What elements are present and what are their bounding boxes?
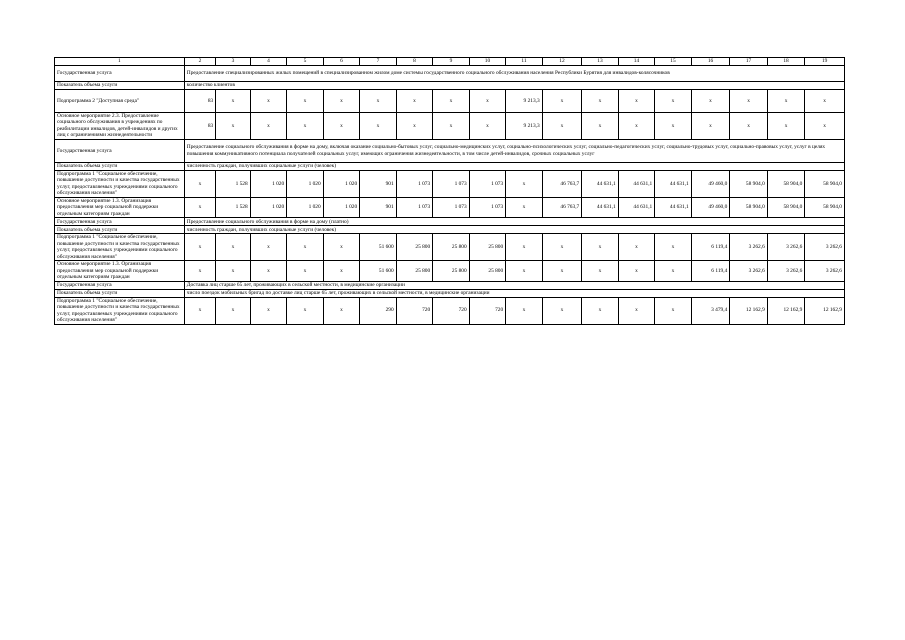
table-cell: 901 [360, 170, 397, 197]
table-cell: 58 904,0 [730, 197, 768, 217]
column-number-row [55, 58, 845, 66]
table-cell: х [396, 90, 433, 113]
table-cell: х [184, 297, 215, 324]
table-cell: х [216, 261, 250, 281]
column-number: 2 [184, 58, 215, 66]
table-cell: 3 262,6 [805, 261, 845, 281]
row-label: Показатель объема услуги [55, 226, 185, 234]
table-cell: 3 262,6 [805, 234, 845, 261]
table-cell: х [655, 261, 692, 281]
table-cell: х [767, 90, 805, 113]
table-cell: 1 020 [250, 170, 287, 197]
column-number: 14 [618, 58, 655, 66]
table-cell: 83 [184, 113, 215, 140]
table-cell: 58 904,0 [767, 170, 805, 197]
table-cell: 3 262,6 [767, 261, 805, 281]
table-row [55, 170, 845, 197]
column-number: 18 [767, 58, 805, 66]
table-cell: 720 [433, 297, 470, 324]
table-cell: х [618, 261, 655, 281]
table-cell: 1 528 [216, 170, 250, 197]
column-number: 10 [469, 58, 506, 66]
table-cell: х [655, 90, 692, 113]
table-cell: 1 020 [323, 197, 360, 217]
table-cell: 720 [469, 297, 506, 324]
row-label: Подпрограмма 1 "Социальное обеспечение, повышение доступности и качества государственных услуг, предоставляемых учреждениями социального обслуживания населения" [55, 234, 185, 261]
section-row [55, 139, 845, 162]
table-cell: 12 162,9 [805, 297, 845, 324]
table-cell: х [216, 90, 250, 113]
column-number: 6 [323, 58, 360, 66]
table-cell: х [287, 90, 324, 113]
table-cell: х [323, 261, 360, 281]
table-cell: х [506, 197, 543, 217]
table-cell: х [691, 90, 730, 113]
table-cell: 44 631,1 [655, 170, 692, 197]
table-cell: х [360, 90, 397, 113]
row-label: Государственная услуга [55, 139, 185, 162]
table-cell: х [618, 234, 655, 261]
row-label: Основное мероприятие 1.3. Организация предоставления мер социальной поддержки отдельным категориям граждан [55, 261, 185, 281]
table-cell: х [618, 90, 655, 113]
table-cell: х [360, 113, 397, 140]
table-row [55, 297, 845, 324]
row-label: Показатель объема услуги [55, 289, 185, 297]
table-cell: 58 904,0 [767, 197, 805, 217]
row-label: Основное мероприятие 1.3. Организация предоставления мер социальной поддержки отдельным категориям граждан [55, 197, 185, 217]
table-cell: х [250, 261, 287, 281]
table-cell: 25 800 [469, 261, 506, 281]
section-text: численность граждан, получивших социальные услуги (человек) [184, 226, 844, 234]
row-label: Подпрограмма 1 "Социальное обеспечение, повышение доступности и качества государственных услуг, предоставляемых учреждениями социального обслуживания населения" [55, 170, 185, 197]
table-cell: 83 [184, 90, 215, 113]
table-cell: х [542, 90, 582, 113]
table-cell: 901 [360, 197, 397, 217]
table-cell: х [184, 261, 215, 281]
section-text: численность граждан, получивших социальные услуги (человек) [184, 162, 844, 170]
table-cell: х [582, 234, 619, 261]
table-cell: х [582, 113, 619, 140]
table-cell: х [184, 234, 215, 261]
table-cell: х [767, 113, 805, 140]
table-cell: х [506, 234, 543, 261]
table-cell: 44 631,1 [582, 170, 619, 197]
table-cell: х [582, 90, 619, 113]
table-cell: х [506, 261, 543, 281]
section-text: Предоставление социального обслуживания в форме на дому, включая оказание социально-бытовых услуг, социально-медицинских услуг, социально-психологических услуг, социально-педагогических услуг, социально-трудовых услуг, социально-правовых услуг, услуг в целях повышения коммуникативного потенциала получателей социальных услуг, имеющих ограничения жизнедеятельности, в том числе детей-инвалидов, срочных социальных услуг [184, 139, 844, 162]
table-cell: 290 [360, 297, 397, 324]
table-cell: х [250, 113, 287, 140]
table-cell: 9 213,3 [506, 90, 543, 113]
table-cell: х [323, 297, 360, 324]
table-cell: х [216, 113, 250, 140]
column-number: 11 [506, 58, 543, 66]
section-text: количество клиентов [184, 82, 844, 90]
table-cell: 3 262,6 [767, 234, 805, 261]
table-cell: 1 073 [433, 197, 470, 217]
table-cell: х [469, 90, 506, 113]
table-cell: 49 460,0 [691, 197, 730, 217]
table-row [55, 90, 845, 113]
table-cell: 1 073 [469, 197, 506, 217]
table-cell: 25 800 [396, 261, 433, 281]
table-cell: х [287, 261, 324, 281]
table-cell: х [582, 261, 619, 281]
table-cell: 44 631,1 [582, 197, 619, 217]
budget-table [54, 57, 845, 325]
table-cell: 44 631,1 [618, 197, 655, 217]
column-number: 17 [730, 58, 768, 66]
table-cell: 25 800 [433, 234, 470, 261]
row-label: Основное мероприятие 2.3. Предоставление социального обслуживания в учреждениях по реабилитации инвалидов, детей-инвалидов и других лиц с ограничениями жизнедеятельности [55, 113, 185, 140]
table-cell: 3 479,4 [691, 297, 730, 324]
table-cell: х [805, 90, 845, 113]
table-cell: х [730, 113, 768, 140]
column-number: 15 [655, 58, 692, 66]
table-cell: 12 162,9 [767, 297, 805, 324]
table-cell: 9 213,3 [506, 113, 543, 140]
column-number: 19 [805, 58, 845, 66]
table-cell: х [250, 234, 287, 261]
section-text: число поездок мобильных бригад по доставке лиц старше 65 лет, проживающих в сельской местности, в медицинские организации [184, 289, 844, 297]
section-row [55, 218, 845, 226]
table-cell: х [506, 170, 543, 197]
table-cell: 49 460,0 [691, 170, 730, 197]
table-cell: х [287, 234, 324, 261]
table-cell: х [250, 90, 287, 113]
table-cell: х [506, 297, 543, 324]
column-number: 12 [542, 58, 582, 66]
table-cell: х [323, 113, 360, 140]
table-cell: 25 800 [469, 234, 506, 261]
table-cell: х [618, 297, 655, 324]
row-label: Подпрограмма 1 "Социальное обеспечение, повышение доступности и качества государственных услуг, предоставляемых учреждениями социального обслуживания населения" [55, 297, 185, 324]
table-cell: х [323, 234, 360, 261]
table-cell: 1 020 [323, 170, 360, 197]
column-number: 7 [360, 58, 397, 66]
section-row [55, 162, 845, 170]
section-row [55, 289, 845, 297]
table-cell: 1 073 [396, 197, 433, 217]
table-cell: х [216, 297, 250, 324]
row-label: Показатель объема услуги [55, 82, 185, 90]
table-cell: х [287, 297, 324, 324]
table-cell: 1 073 [396, 170, 433, 197]
section-text: Предоставление специализированных жилых помещений в специализированном жилом доме системы государственного социального обслуживания населения Республики Бурятия для инвалидов-колясочников [184, 66, 844, 82]
table-cell: х [655, 234, 692, 261]
table-cell: х [433, 113, 470, 140]
column-number: 4 [250, 58, 287, 66]
table-cell: х [250, 297, 287, 324]
section-row [55, 226, 845, 234]
table-cell: х [396, 113, 433, 140]
table-cell: 58 904,0 [730, 170, 768, 197]
table-cell: 1 073 [469, 170, 506, 197]
table-cell: 25 800 [433, 261, 470, 281]
table-cell: 51 600 [360, 261, 397, 281]
column-number: 16 [691, 58, 730, 66]
table-cell: х [542, 297, 582, 324]
row-label: Государственная услуга [55, 218, 185, 226]
table-cell: х [184, 197, 215, 217]
table-cell: 1 020 [287, 170, 324, 197]
table-row [55, 197, 845, 217]
table-cell: х [730, 90, 768, 113]
table-cell: 1 020 [250, 197, 287, 217]
section-row [55, 281, 845, 289]
column-number: 8 [396, 58, 433, 66]
section-text: Предоставление социального обслуживания в форме на дому (платно) [184, 218, 844, 226]
table-cell: 1 528 [216, 197, 250, 217]
column-number: 13 [582, 58, 619, 66]
table-cell: х [323, 90, 360, 113]
table-cell: х [618, 113, 655, 140]
column-number: 9 [433, 58, 470, 66]
table-cell: 58 904,0 [805, 170, 845, 197]
row-label: Подпрограмма 2 "Доступная среда" [55, 90, 185, 113]
table-cell: 6 119,4 [691, 261, 730, 281]
table-row [55, 261, 845, 281]
table-cell: х [655, 297, 692, 324]
row-label: Государственная услуга [55, 66, 185, 82]
section-row [55, 82, 845, 90]
table-cell: х [805, 113, 845, 140]
table-cell: 6 119,4 [691, 234, 730, 261]
table-cell: 1 020 [287, 197, 324, 217]
section-row [55, 66, 845, 82]
table-cell: 3 262,6 [730, 261, 768, 281]
column-number: 3 [216, 58, 250, 66]
table-cell: 58 904,0 [805, 197, 845, 217]
column-number: 1 [55, 58, 185, 66]
table-cell: х [542, 234, 582, 261]
table-cell: х [184, 170, 215, 197]
row-label: Государственная услуга [55, 281, 185, 289]
table-cell: х [469, 113, 506, 140]
table-cell: 44 631,1 [618, 170, 655, 197]
table-cell: 12 162,9 [730, 297, 768, 324]
table-row [55, 234, 845, 261]
table-cell: х [287, 113, 324, 140]
table-body [55, 58, 845, 325]
table-cell: 25 800 [396, 234, 433, 261]
table-cell: 46 763,7 [542, 197, 582, 217]
table-cell: х [582, 297, 619, 324]
table-cell: х [655, 113, 692, 140]
table-cell: х [691, 113, 730, 140]
table-cell: х [216, 234, 250, 261]
table-cell: 3 262,6 [730, 234, 768, 261]
row-label: Показатель объема услуги [55, 162, 185, 170]
table-cell: х [433, 90, 470, 113]
section-text: Доставка лиц старше 65 лет, проживающих в сельской местности, в медицинские организации [184, 281, 844, 289]
table-cell: х [542, 261, 582, 281]
column-number: 5 [287, 58, 324, 66]
table-cell: 51 600 [360, 234, 397, 261]
table-cell: х [542, 113, 582, 140]
table-cell: 720 [396, 297, 433, 324]
table-cell: 46 763,7 [542, 170, 582, 197]
table-row [55, 113, 845, 140]
table-cell: 44 631,1 [655, 197, 692, 217]
table-cell: 1 073 [433, 170, 470, 197]
